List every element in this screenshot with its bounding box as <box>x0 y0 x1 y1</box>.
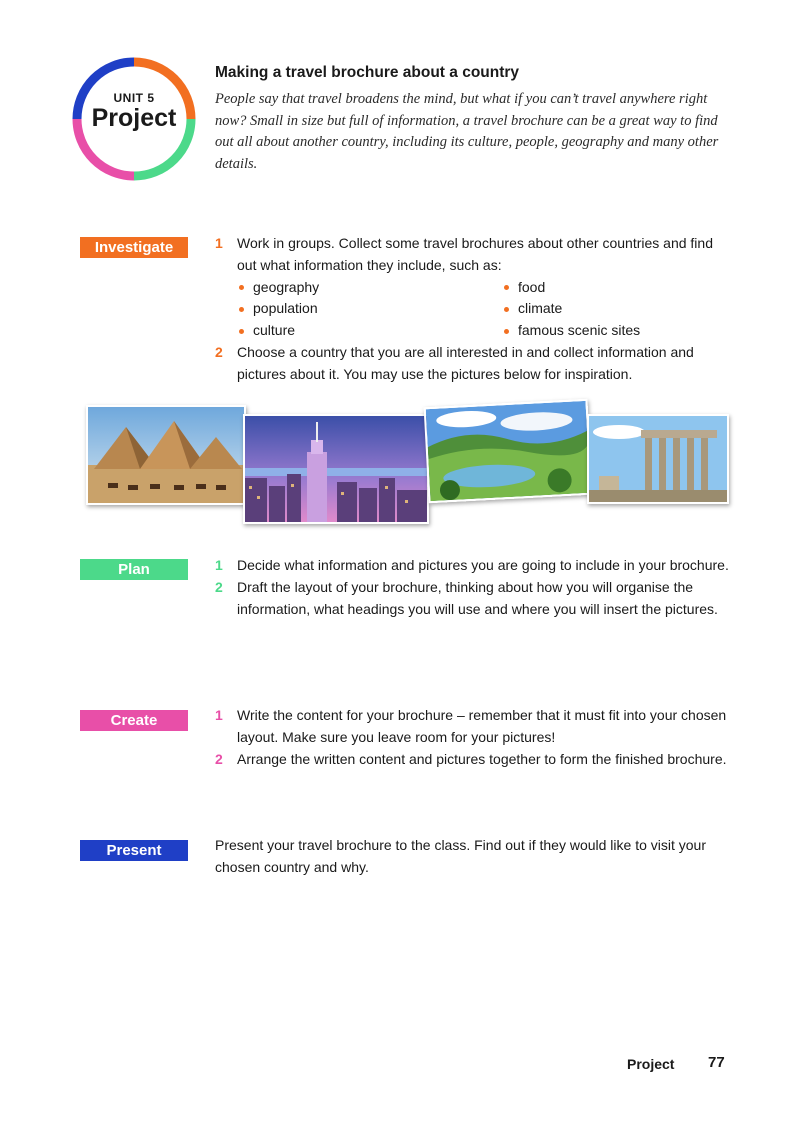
plan-step-2 <box>215 577 735 621</box>
present-text: Present your travel brochure to the class. Find out if they would like to visit your chosen country and why. <box>215 837 707 875</box>
step-number: 2 <box>215 750 223 767</box>
step-number: 1 <box>215 707 223 723</box>
list-item: population <box>237 298 502 320</box>
ruins-photo <box>587 414 729 504</box>
step-text: Write the content for your brochure – remember that it must fit into your chosen layout. Make sure you leave room for your pictures! <box>237 707 727 745</box>
unit-badge <box>70 55 198 183</box>
bullet-icon <box>504 285 509 290</box>
step-number: 1 <box>215 557 223 573</box>
intro-paragraph: People say that travel broadens the mind, but what if you can’t travel anywhere right now? Small in size but full of information, a travel brochure can be a great way to find out all about another country, including its culture, people, geography and many other details. <box>215 91 719 172</box>
footer-section-label: Project <box>627 1056 675 1072</box>
step-number: 2 <box>215 343 223 360</box>
info-bullet-list <box>237 277 735 342</box>
investigate-steps <box>215 233 735 386</box>
page-title: Making a travel brochure about a country <box>215 64 520 81</box>
step-text: Decide what information and pictures you are going to include in your brochure. <box>237 557 729 573</box>
page-number: 77 <box>708 1054 725 1071</box>
plan-steps <box>215 555 735 620</box>
step-number: 1 <box>215 235 223 251</box>
plan-step-1 <box>215 555 735 577</box>
step-number: 2 <box>215 578 223 595</box>
create-step-2 <box>215 749 735 771</box>
city-skyline-photo <box>243 414 429 524</box>
bullet-icon <box>504 307 509 312</box>
create-steps <box>215 705 735 770</box>
badge-title: Project <box>91 104 177 132</box>
landscape-photo <box>424 399 593 503</box>
list-item: famous scenic sites <box>502 320 735 342</box>
list-item: culture <box>237 320 502 342</box>
present-label: Present <box>80 840 188 861</box>
bullet-icon <box>239 285 244 290</box>
investigate-label: Investigate <box>80 237 188 258</box>
investigate-step-1 <box>215 233 735 277</box>
bullet-icon <box>504 329 509 334</box>
pyramids-photo <box>86 405 246 505</box>
plan-label: Plan <box>80 559 188 580</box>
list-item: food <box>502 277 735 299</box>
unit-number: UNIT 5 <box>113 91 155 105</box>
investigate-step-2 <box>215 342 735 386</box>
list-item: climate <box>502 298 735 320</box>
step-text: Draft the layout of your brochure, thinking about how you will organise the information, what headings you will use and where you will insert the pictures. <box>237 578 718 617</box>
create-step-1 <box>215 705 735 749</box>
list-item: geography <box>237 277 502 299</box>
step-text: Work in groups. Collect some travel brochures about other countries and find out what information they include, such as: <box>237 235 713 273</box>
bullet-icon <box>239 329 244 334</box>
create-label: Create <box>80 710 188 731</box>
step-text: Choose a country that you are all interested in and collect information and pictures about it. You may use the pictures below for inspiration. <box>237 343 694 382</box>
step-text: Arrange the written content and pictures together to form the finished brochure. <box>237 750 727 767</box>
bullet-icon <box>239 307 244 312</box>
